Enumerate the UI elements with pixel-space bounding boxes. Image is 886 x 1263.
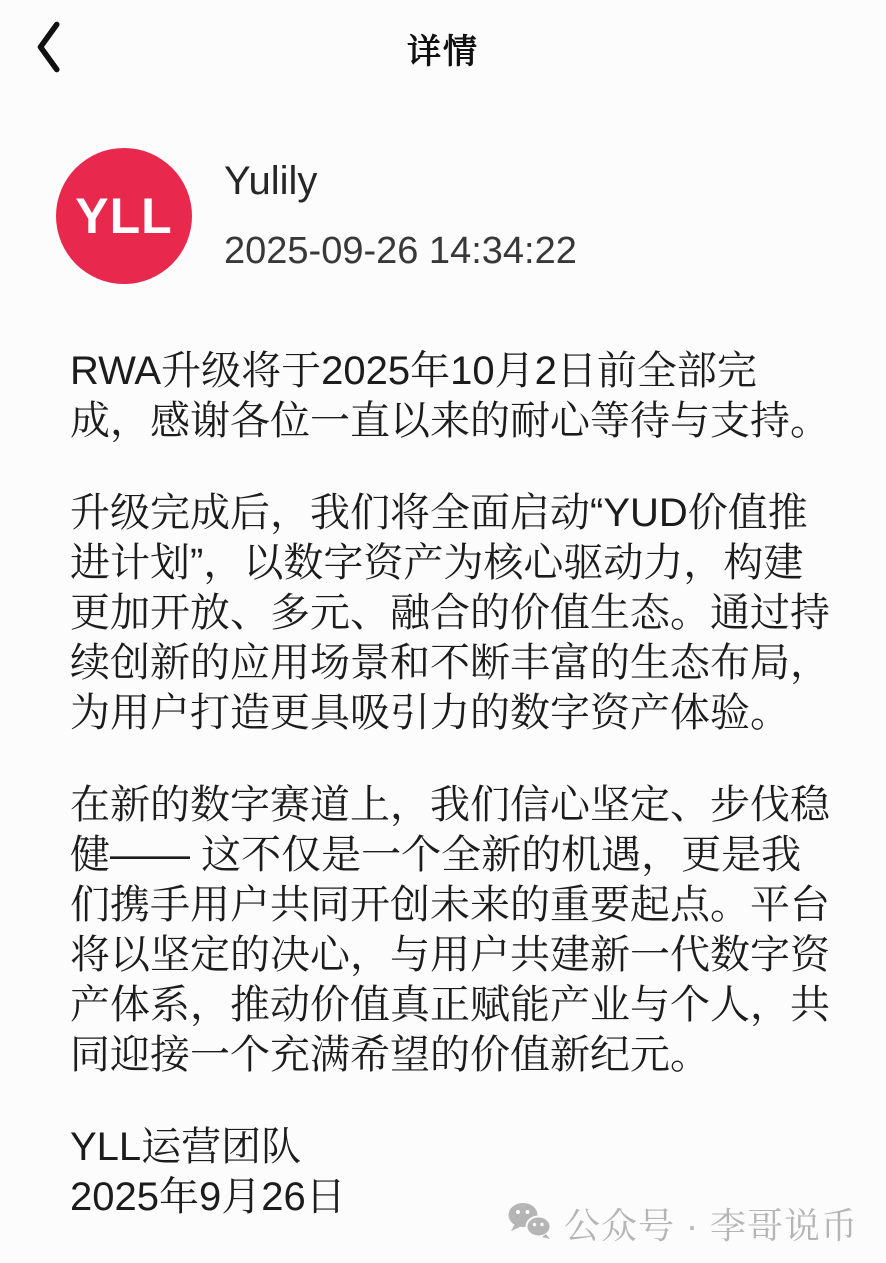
author-name: Yulily xyxy=(224,159,318,203)
page-title: 详情 xyxy=(407,32,479,71)
signature-date: 2025年9月26日 xyxy=(70,1175,346,1219)
watermark-text: 公众号 · 李哥说币 xyxy=(564,1205,858,1246)
back-button[interactable] xyxy=(18,14,78,82)
back-chevron-icon xyxy=(33,18,63,79)
wechat-icon xyxy=(506,1201,552,1246)
author-row xyxy=(56,148,886,284)
paragraph-2: 升级完成后，我们将全面启动“YUD价值推进计划”，以数字资产为核心驱动力，构建更加开放、多元、融合的价值生态。通过持续创新的应用场景和不断丰富的生态布局，为用户打造更具吸引力的数字资产体验。 xyxy=(70,491,830,735)
paragraph-1: RWA升级将于2025年10月2日前全部完成，感谢各位一直以来的耐心等待与支持。 xyxy=(70,349,830,443)
announcement-body xyxy=(70,346,832,1222)
avatar-initials: YLL xyxy=(75,188,173,244)
author-meta xyxy=(224,159,577,273)
signature-team: YLL运营团队 xyxy=(70,1125,302,1169)
paragraph-3: 在新的数字赛道上，我们信心坚定、步伐稳健—— 这不仅是一个全新的机遇，更是我们携手用户共同开创未来的重要起点。平台将以坚定的决心，与用户共建新一代数字资产体系，推动价值真正赋能产业与个人，共同迎接一个充满希望的价值新纪元。 xyxy=(70,783,830,1077)
avatar xyxy=(56,148,192,284)
watermark xyxy=(506,1198,858,1249)
nav-bar xyxy=(0,0,886,96)
post-timestamp: 2025-09-26 14:34:22 xyxy=(224,230,577,272)
